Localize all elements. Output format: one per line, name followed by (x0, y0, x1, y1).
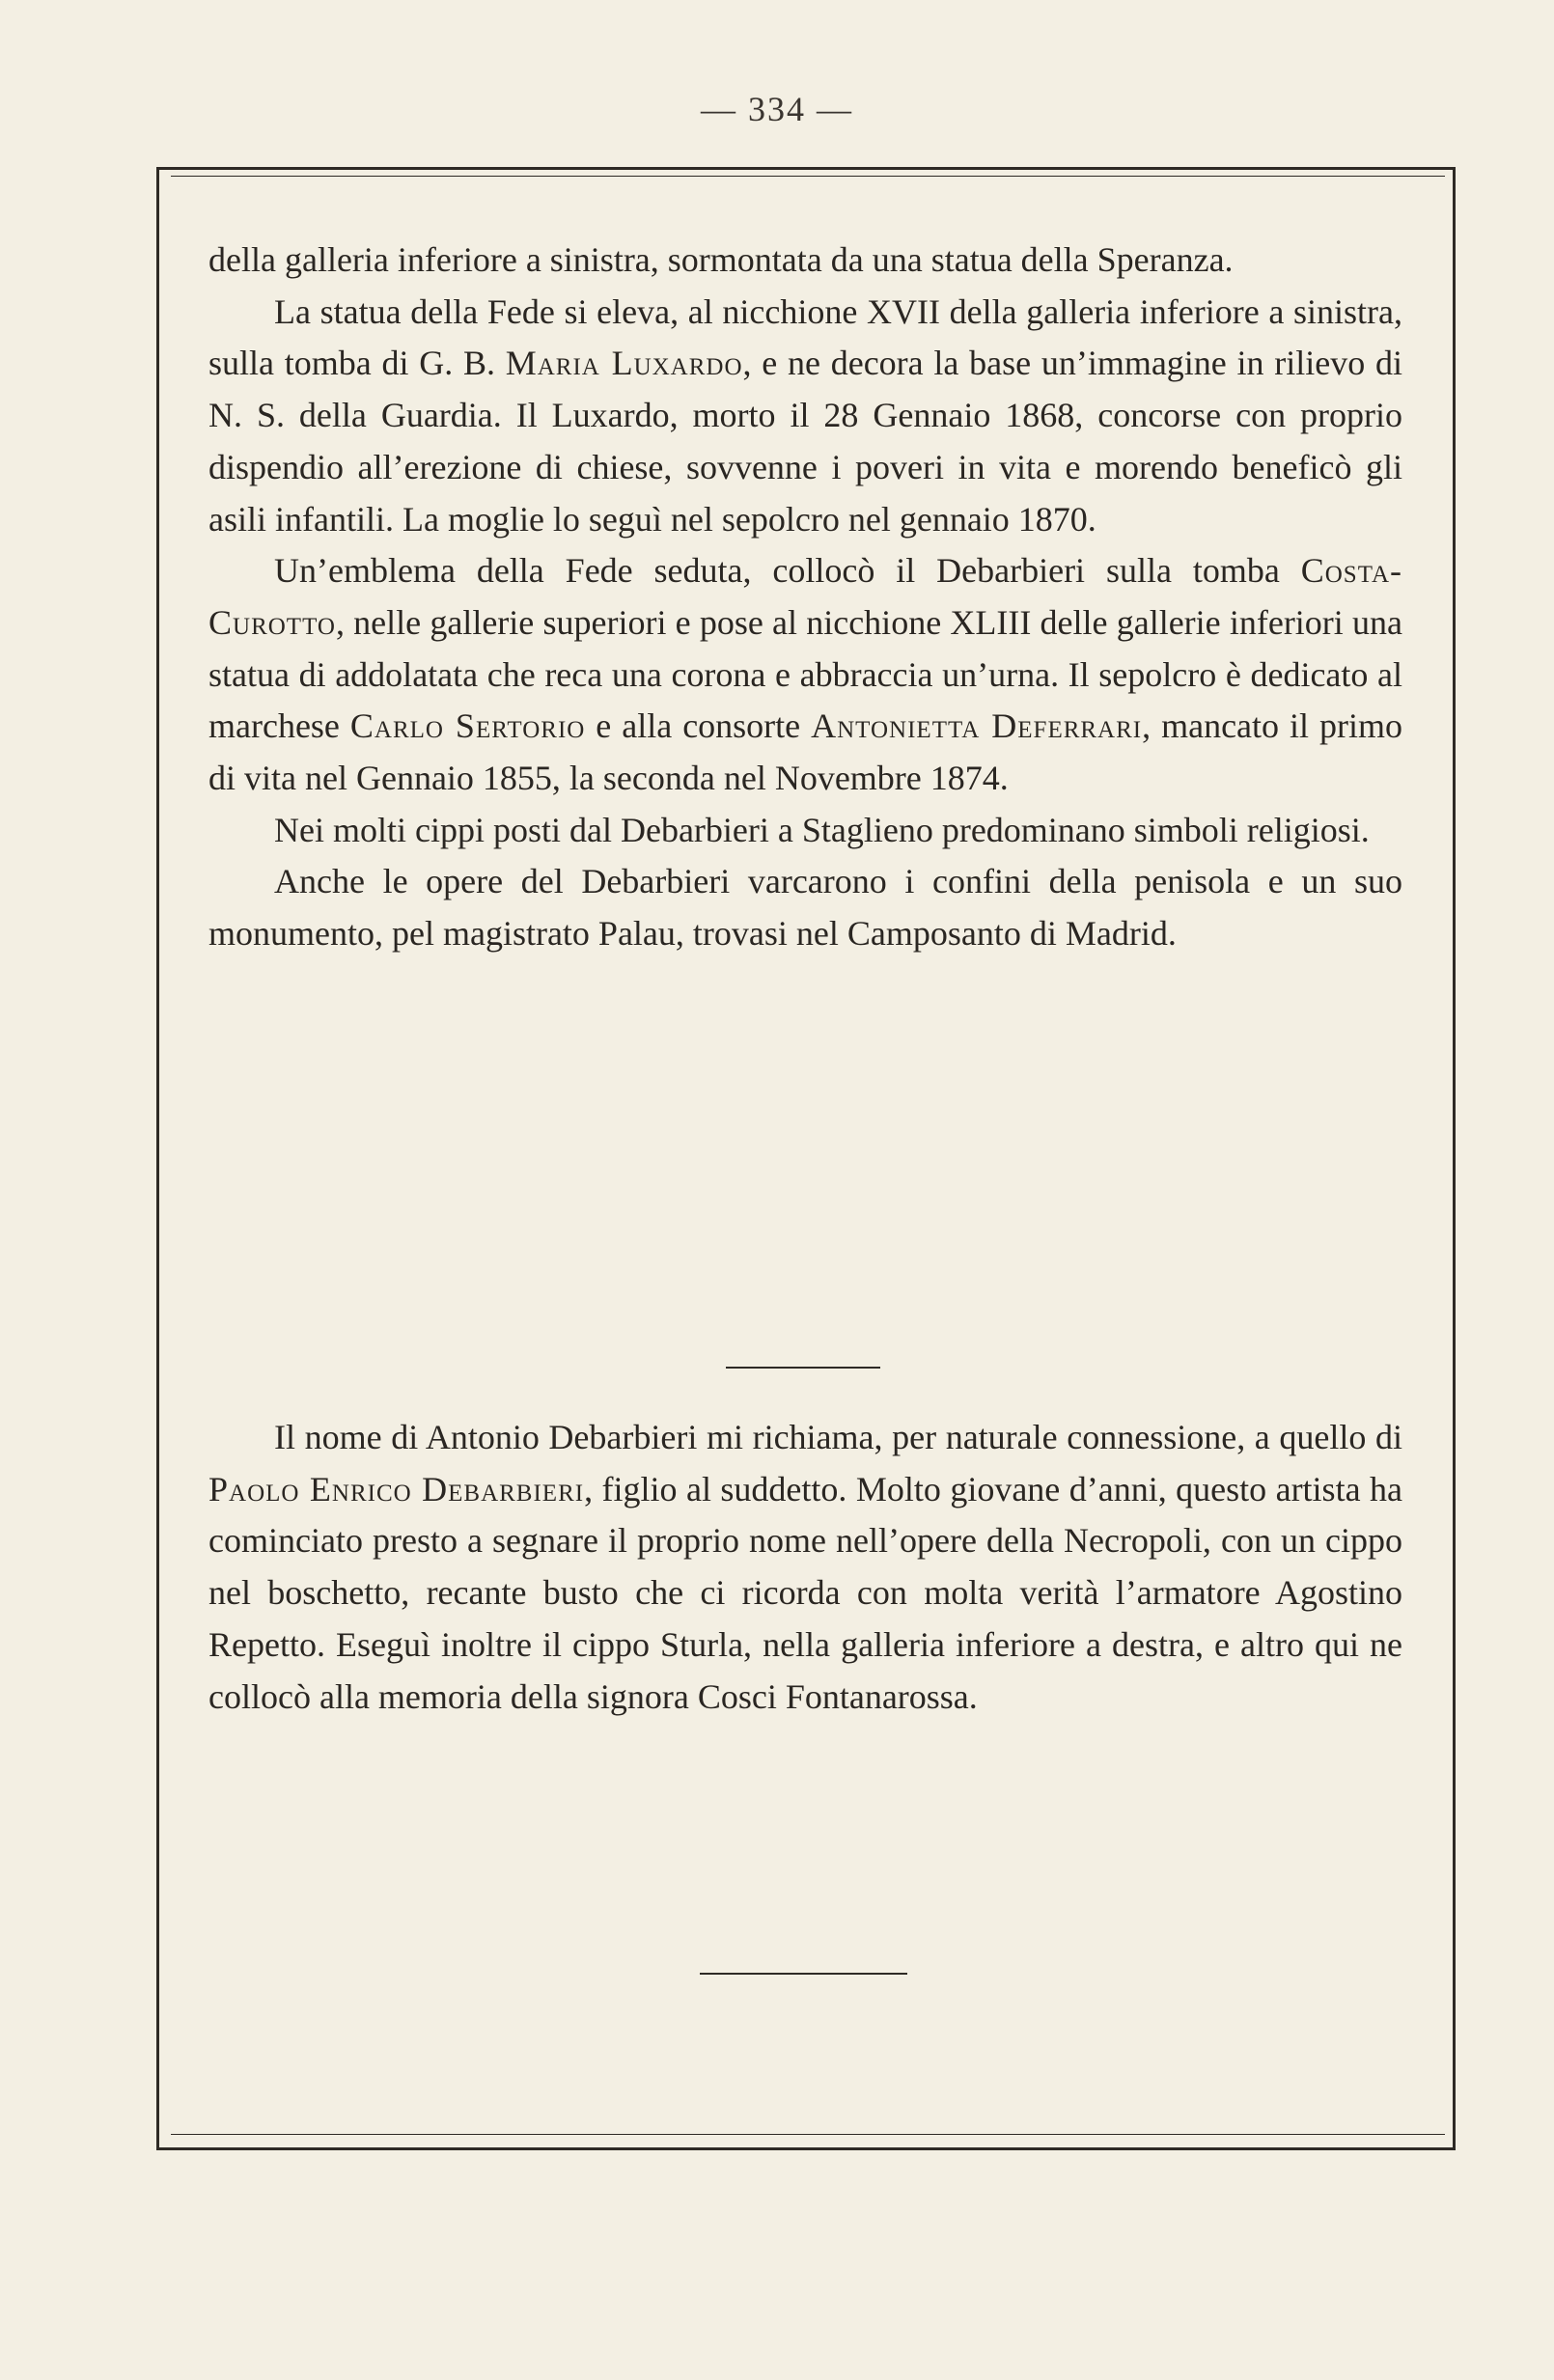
paragraph-text: La statua della Fede si eleva, al nicchione XVII della galleria inferiore a sinistra, sulla tomba di G. B. (208, 291, 1402, 383)
paragraph-text: Nei molti cippi posti dal Debarbieri a Staglieno predominano simboli religiosi. (274, 810, 1370, 849)
paragraph-text: , nelle gallerie superiori e pose al nicchione XLIII delle gallerie inferiori una statua di addolatata che reca una corona e abbraccia un’urna. Il sepolcro è dedicato al marchese (208, 602, 1402, 746)
paragraph-text: Anche le opere del Debarbieri varcarono i confini della penisola e un suo monumento, pel magistrato Palau, trovasi nel Camposanto di Madrid. (208, 862, 1402, 954)
frame-top-rule (171, 176, 1445, 177)
paragraph-text: , mancato il primo di vita nel Gennaio 1855, la seconda nel Novembre 1874. (208, 706, 1402, 798)
paragraph-costa-curotto (208, 545, 1402, 805)
paragraph-cippi (208, 805, 1402, 857)
paragraph-text: , e ne decora la base un’immagine in rilievo di N. S. della Guardia. Il Luxardo, morto il 28 Gennaio 1868, concorse con proprio dispendio all’erezione di chiese, sovvenne i poveri in vita e morendo beneficò gli asili infantili. La moglie lo seguì nel sepolcro nel gennaio 1870. (208, 344, 1402, 539)
section-end-separator (700, 1973, 907, 1975)
paragraph-fede-luxardo (208, 287, 1402, 546)
paragraph-text: Un’emblema della Fede seduta, collocò il Debarbieri sulla tomba (274, 551, 1301, 591)
main-text-section-two (208, 1412, 1402, 1723)
paragraph-text: Il nome di Antonio Debarbieri mi richiama, per naturale connessione, a quello di (274, 1418, 1402, 1456)
main-text-section-one (208, 235, 1402, 960)
paragraph-paolo-enrico (208, 1412, 1402, 1723)
paragraph-text: della galleria inferiore a sinistra, sormontata da una statua della Speranza. (208, 240, 1234, 279)
section-separator (726, 1367, 880, 1369)
page-number: — 334 — (701, 90, 853, 128)
person-name: Maria Luxardo (505, 344, 743, 383)
person-name: Antonietta Deferrari (811, 706, 1143, 746)
family-name: Costa-Curotto (208, 551, 1402, 642)
paragraph-text: , figlio al suddetto. Molto giovane d’anni, questo artista ha cominciato presto a segnare il proprio nome nell’opere della Necropoli, con un cippo nel boschetto, recante busto che ci ricorda con molta verità l’armatore Agostino Repetto. Eseguì inoltre il cippo Sturla, nella galleria inferiore a destra, e altro qui ne collocò alla memoria della signora Cosci Fontanarossa. (208, 1469, 1402, 1716)
person-name: Paolo Enrico Debarbieri (208, 1469, 585, 1508)
paragraph-text: e alla consorte (585, 706, 812, 746)
paragraph-madrid (208, 856, 1402, 959)
frame-bottom-rule (171, 2134, 1445, 2135)
paragraph-continuation (208, 235, 1402, 287)
person-name: Carlo Sertorio (349, 706, 586, 746)
